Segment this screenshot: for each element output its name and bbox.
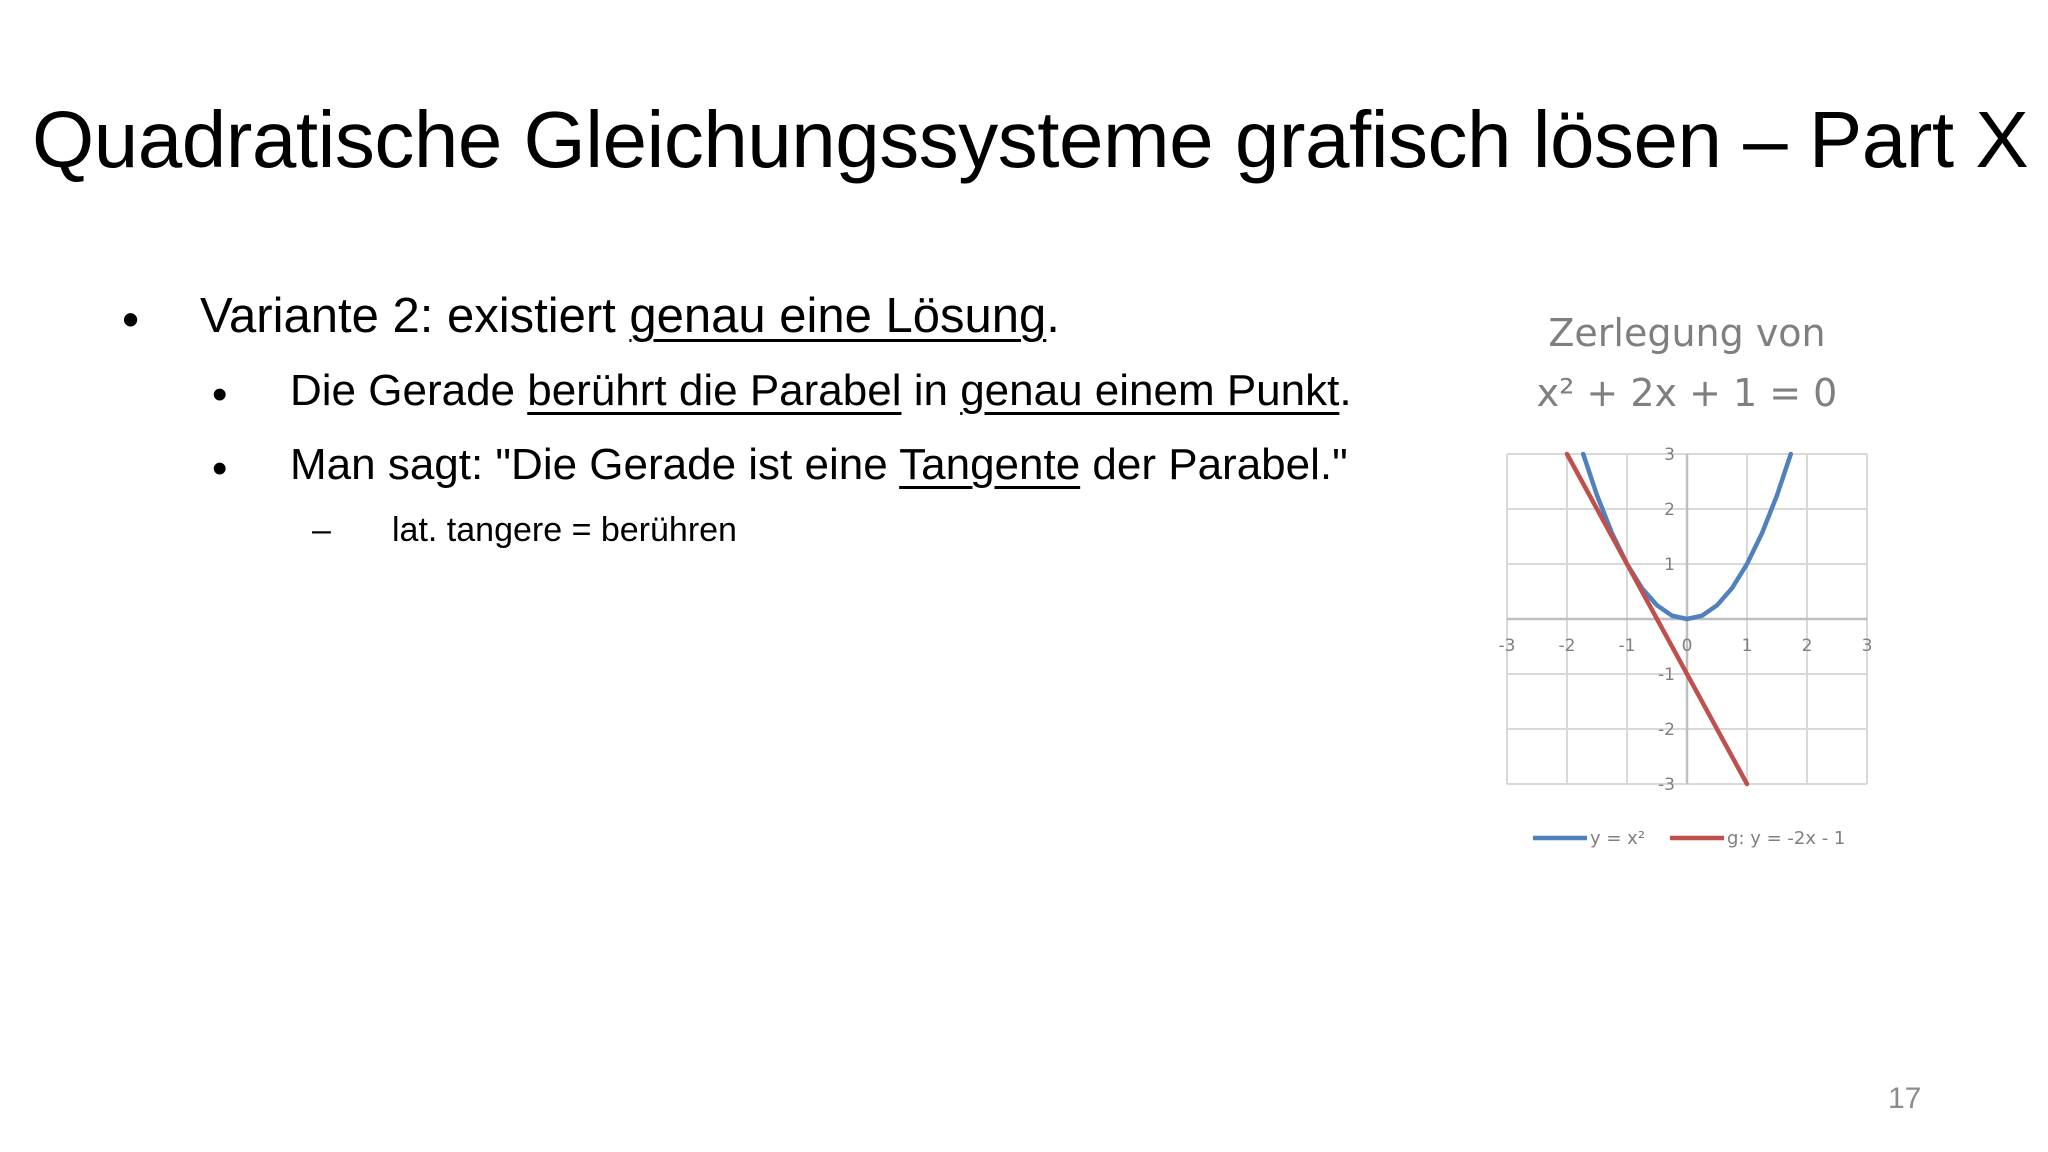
y-tick-label: 1 — [1664, 555, 1675, 575]
x-tick-label: 3 — [1861, 636, 1873, 656]
chart-title-line2: x² + 2x + 1 = 0 — [1536, 371, 1838, 415]
legend-label: y = x² — [1590, 828, 1646, 849]
bullet-text-end: . — [1046, 289, 1060, 343]
y-tick-label: 3 — [1664, 445, 1675, 465]
page-number: 17 — [1888, 1082, 1922, 1115]
x-tick-label: -2 — [1558, 636, 1576, 656]
underlined-text: genau einem Punkt — [960, 366, 1340, 415]
underlined-text: Tangente — [899, 440, 1081, 489]
bullet-text: Man sagt: "Die Gerade ist eine — [290, 440, 900, 489]
y-tick-label: -2 — [1658, 720, 1675, 740]
chart-legend — [1533, 828, 1845, 849]
bullet-variante-2 — [200, 288, 1060, 344]
bullet-marker: • — [212, 444, 228, 493]
bullet-text-end: der Parabel." — [1080, 440, 1348, 489]
y-tick-label: 2 — [1664, 500, 1675, 520]
legend-label: g: y = -2x - 1 — [1727, 828, 1846, 849]
x-tick-label: -1 — [1618, 636, 1636, 656]
x-tick-label: 2 — [1801, 636, 1813, 656]
bullet-text-end: . — [1339, 366, 1352, 415]
slide-title: Quadratische Gleichungssysteme grafisch lösen – Part X — [32, 95, 2029, 184]
bullet-text-middle: in — [901, 366, 961, 415]
bullet-marker: • — [122, 293, 140, 347]
chart-title-line1: Zerlegung von — [1548, 311, 1826, 355]
underlined-text: genau eine Lösung — [629, 289, 1047, 343]
bullet-beruehrt — [290, 366, 1352, 416]
graph-chart — [1480, 300, 1920, 860]
x-tick-label: 0 — [1681, 636, 1693, 656]
dash-marker: – — [312, 511, 331, 549]
x-tick-label: 1 — [1741, 636, 1753, 656]
bullet-text: Variante 2: existiert — [200, 289, 630, 343]
bullet-lat-tangere: lat. tangere = berühren — [392, 511, 737, 549]
underlined-text: berührt die Parabel — [527, 366, 902, 415]
y-tick-label: -1 — [1658, 665, 1675, 685]
bullet-tangente — [290, 440, 1348, 490]
bullet-text: Die Gerade — [290, 366, 528, 415]
y-tick-label: -3 — [1658, 775, 1675, 795]
x-tick-label: -3 — [1498, 636, 1516, 656]
bullet-marker: • — [212, 370, 228, 419]
